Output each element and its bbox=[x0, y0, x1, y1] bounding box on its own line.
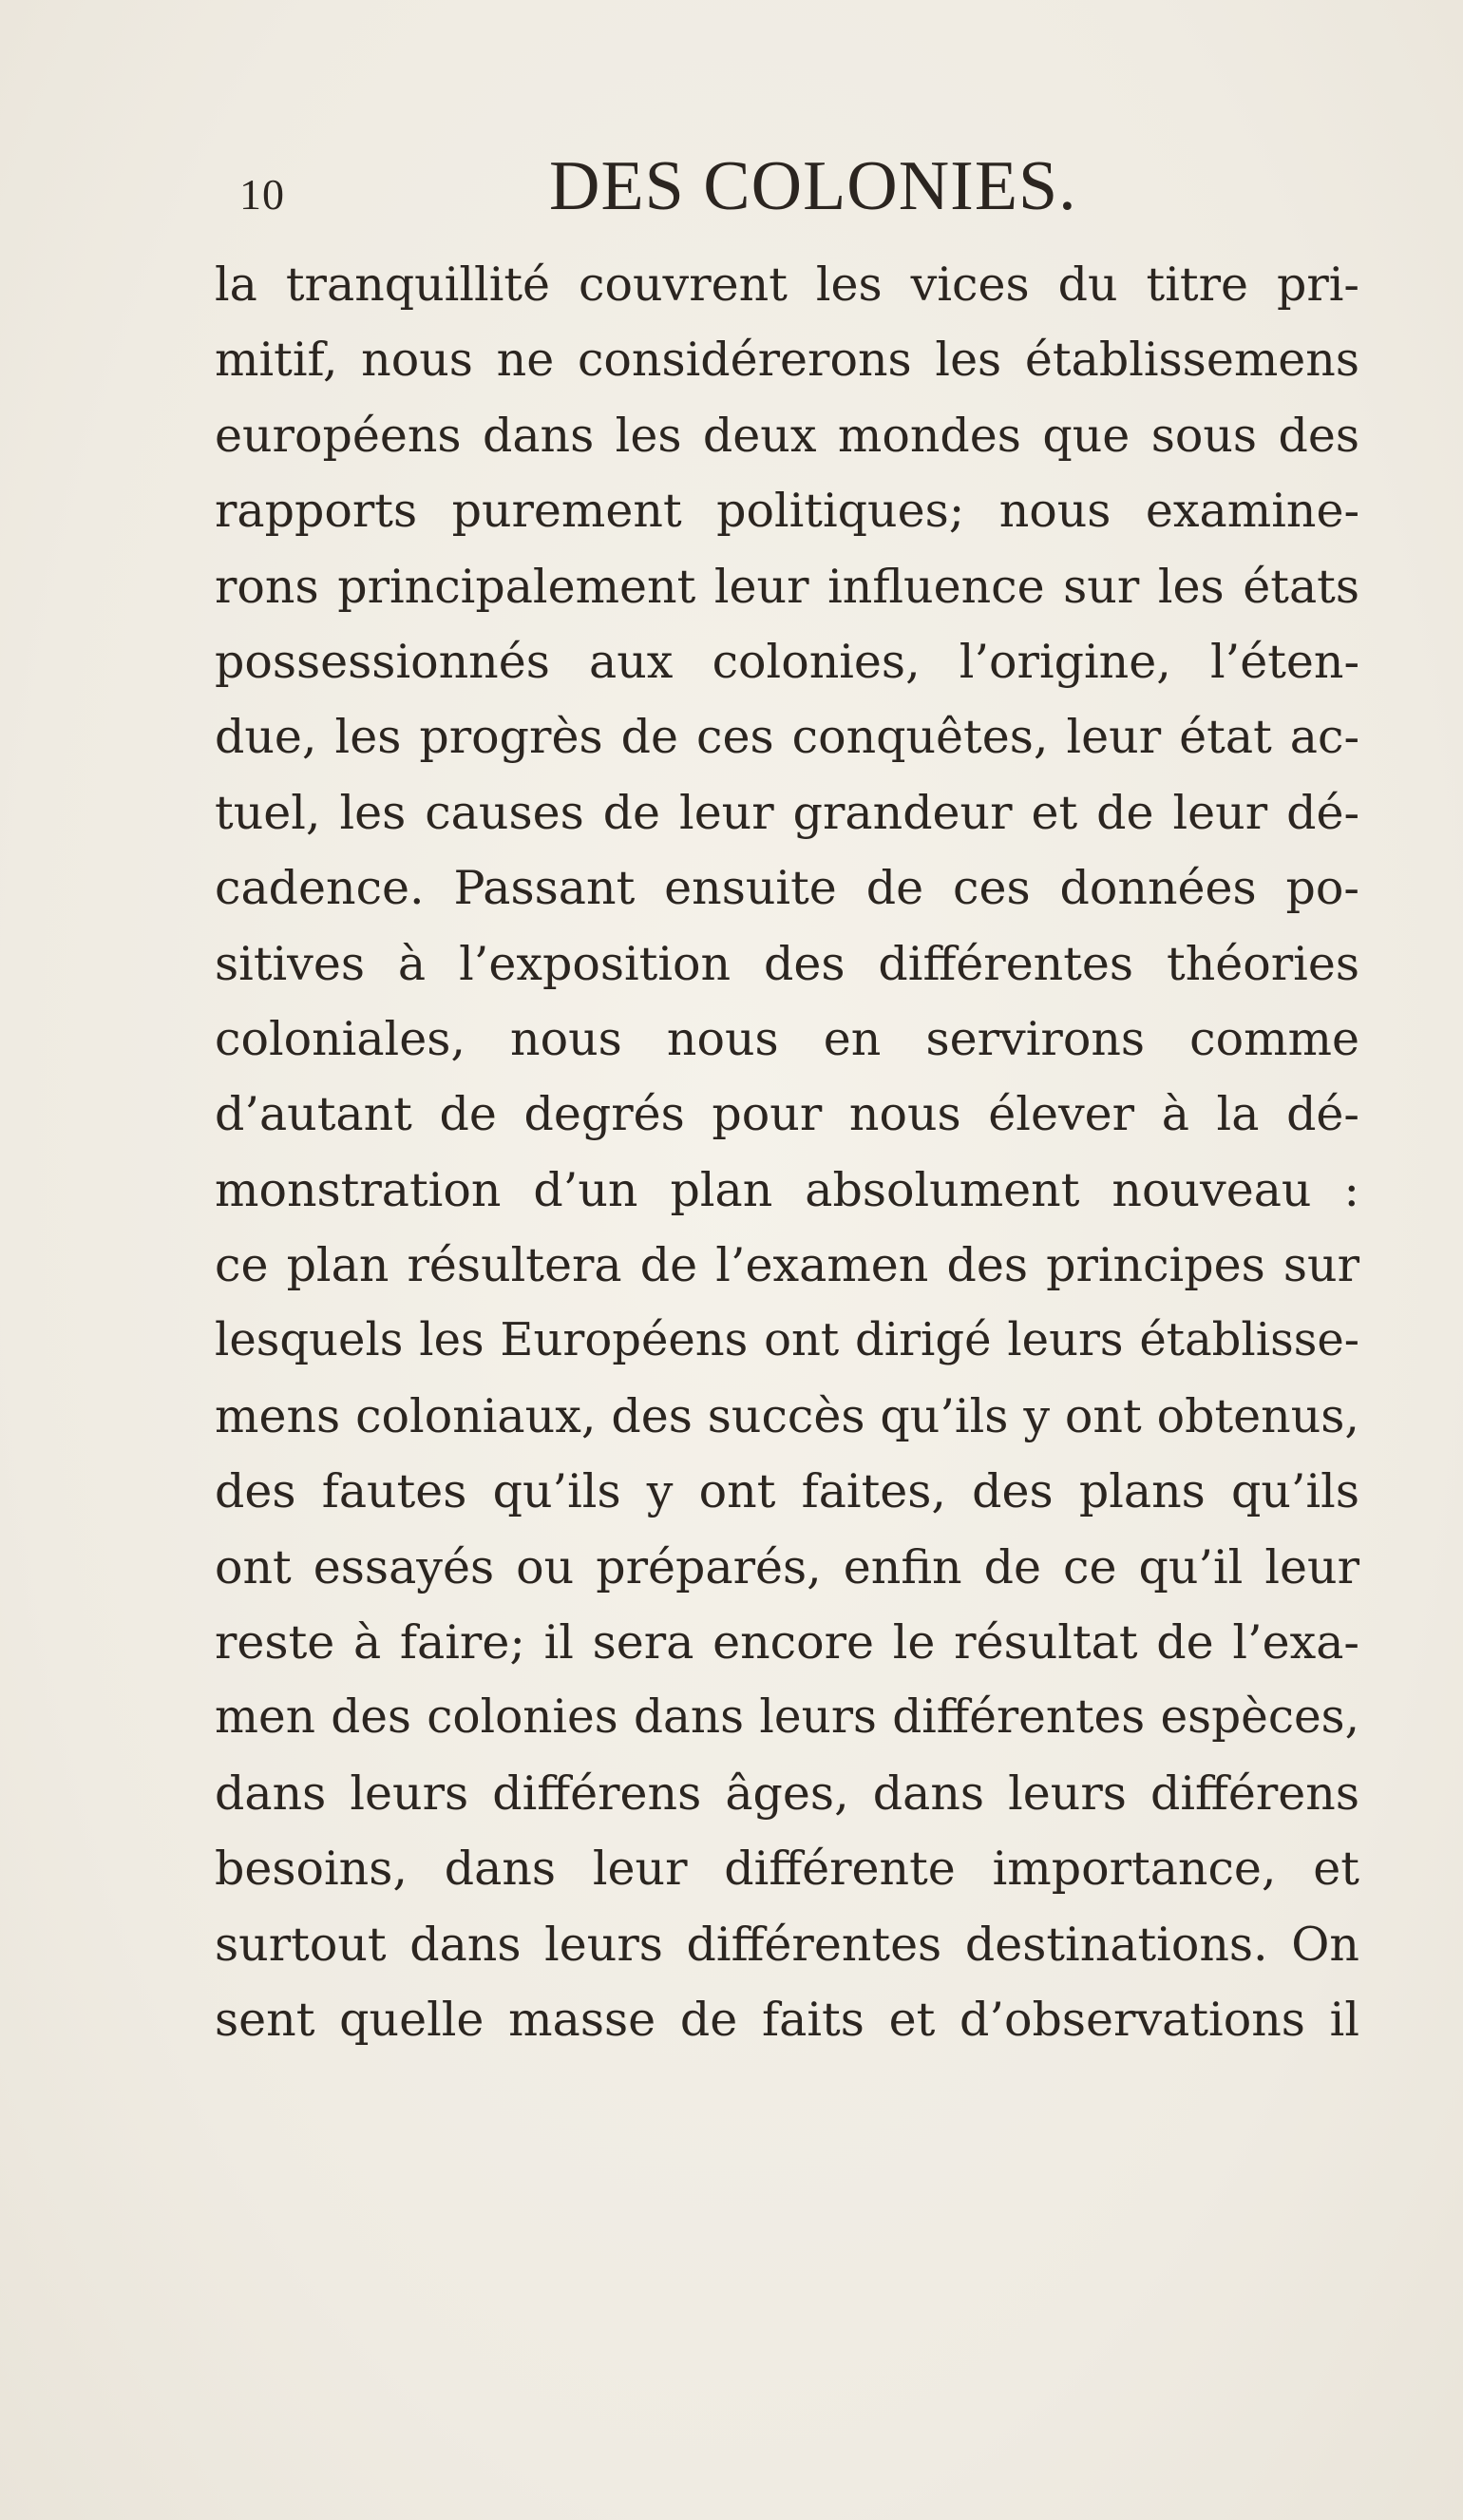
text-line: mens coloniaux, des succès qu’ils y ont obtenus, bbox=[215, 1388, 1359, 1443]
running-title: DES COLONIES. bbox=[549, 147, 1077, 225]
page-header bbox=[0, 143, 1463, 238]
text-line: sitives à l’exposition des différentes théories bbox=[215, 936, 1359, 991]
text-line: monstration d’un plan absolument nouveau : bbox=[215, 1162, 1359, 1217]
text-line: dans leurs différens âges, dans leurs différens bbox=[215, 1766, 1359, 1821]
text-line: due, les progrès de ces conquêtes, leur état ac- bbox=[215, 710, 1359, 765]
text-line: besoins, dans leur différente importance, et bbox=[215, 1842, 1359, 1897]
text-line: ont essayés ou préparés, enfin de ce qu’il leur bbox=[215, 1539, 1359, 1594]
text-line: des fautes qu’ils y ont faites, des plans qu’ils bbox=[215, 1464, 1359, 1519]
text-line: lesquels les Européens ont dirigé leurs établisse- bbox=[215, 1313, 1359, 1367]
text-line: reste à faire; il sera encore le résultat de l’exa- bbox=[215, 1615, 1359, 1670]
text-line: coloniales, nous nous en servirons comme bbox=[215, 1011, 1359, 1066]
text-line: tuel, les causes de leur grandeur et de leur dé- bbox=[215, 785, 1359, 840]
text-line: ce plan résultera de l’examen des principes sur bbox=[215, 1238, 1359, 1293]
text-line: sent quelle masse de faits et d’observations il bbox=[215, 1992, 1359, 2047]
body-text bbox=[215, 247, 1359, 2057]
page-number: 10 bbox=[239, 170, 285, 219]
text-line: européens dans les deux mondes que sous des bbox=[215, 408, 1359, 463]
text-line: possessionnés aux colonies, l’origine, l’éten- bbox=[215, 634, 1359, 689]
text-line: la tranquillité couvrent les vices du titre pri- bbox=[215, 258, 1359, 312]
text-line: rons principalement leur influence sur les états bbox=[215, 559, 1359, 614]
text-line: cadence. Passant ensuite de ces données po- bbox=[215, 861, 1359, 916]
text-line: d’autant de degrés pour nous élever à la dé- bbox=[215, 1087, 1359, 1142]
text-line: rapports purement politiques; nous examine- bbox=[215, 484, 1359, 539]
text-line: surtout dans leurs différentes destinations. On bbox=[215, 1917, 1359, 1972]
text-line: mitif, nous ne considérerons les établissemens bbox=[215, 333, 1359, 388]
text-line: men des colonies dans leurs différentes espèces, bbox=[215, 1690, 1359, 1745]
